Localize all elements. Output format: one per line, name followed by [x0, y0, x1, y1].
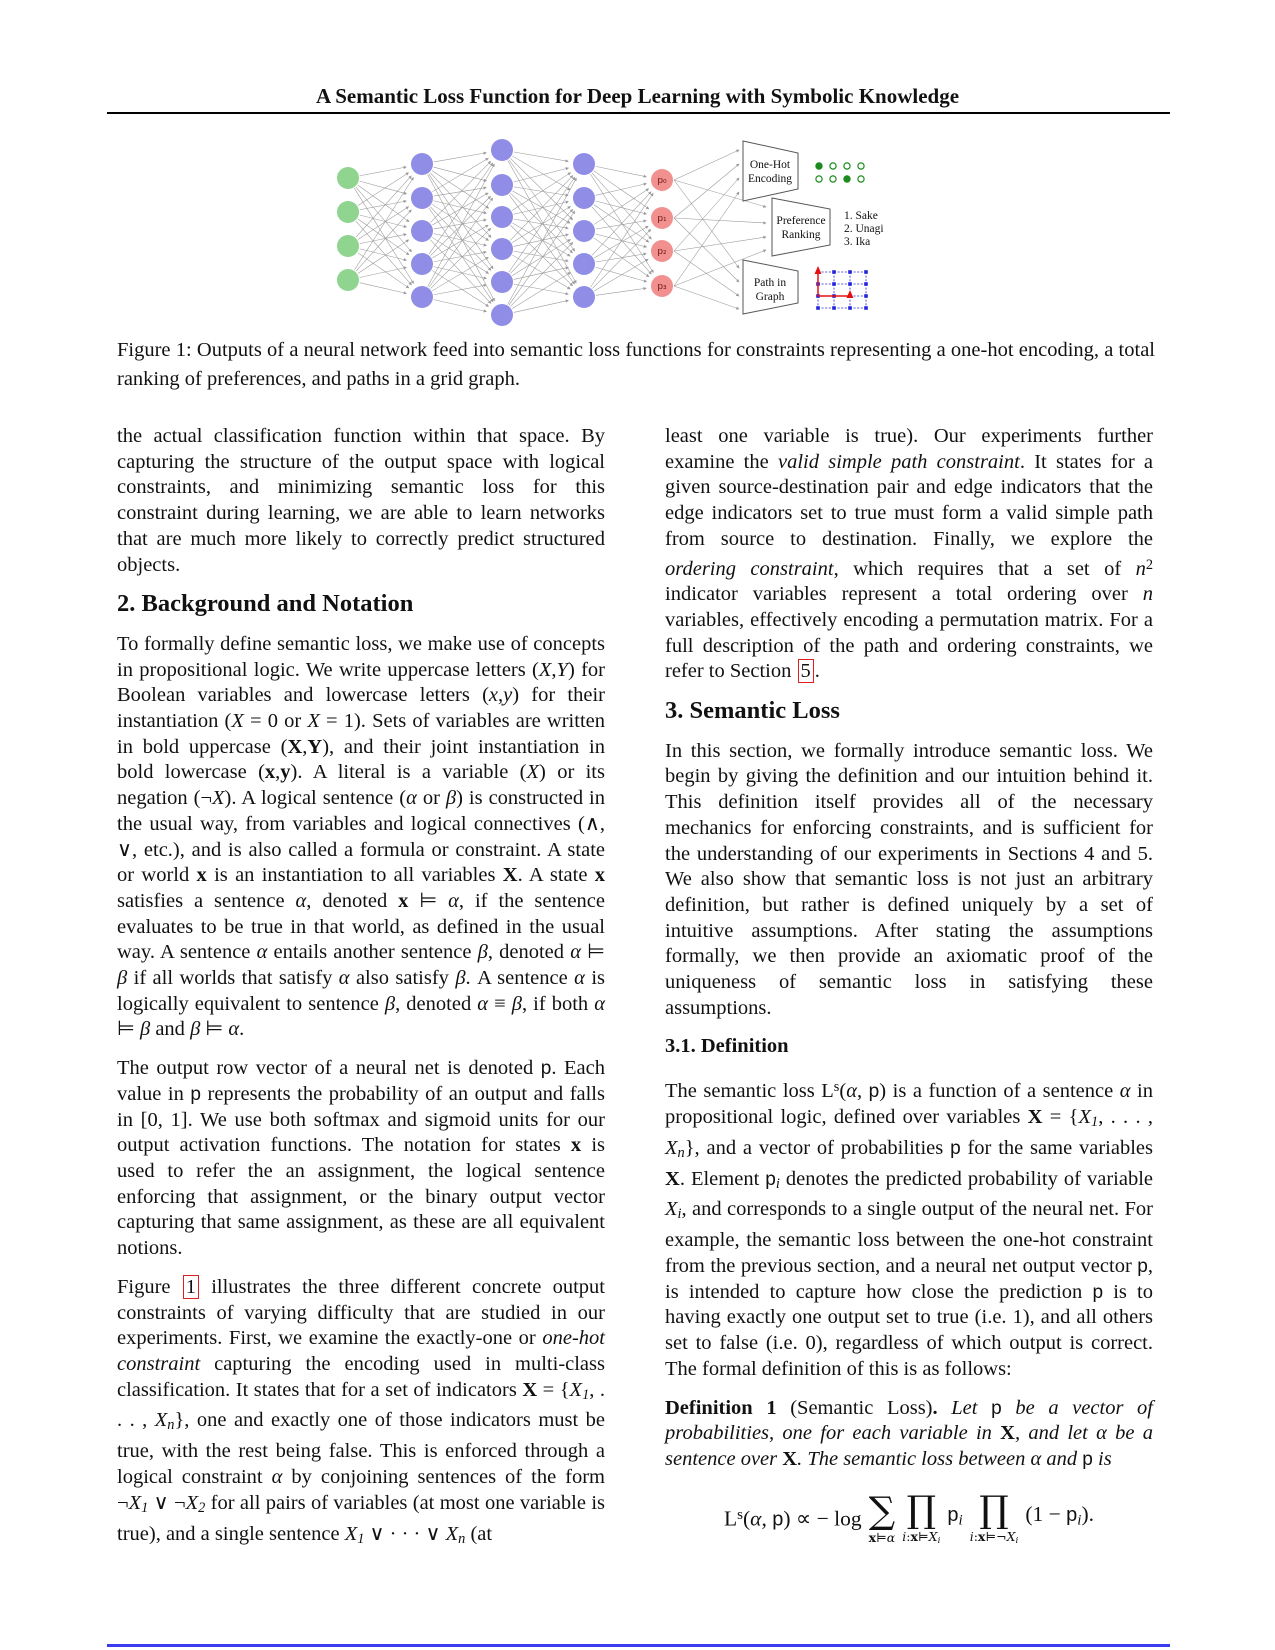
one-hot-box-label-line2: Encoding	[747, 173, 793, 185]
path-box-label-line1: Path in	[753, 277, 787, 289]
product-1-symbol: ∏	[906, 1487, 937, 1531]
figure-reference-paragraph: Figure 1 illustrates the three different concrete output constraints of varying difficulty that are studied in our experiments. First, we examine the exactly-one or one-hot constraint capturing the encoding used in multi-class classification. It states that for a set of indicators X = {X1, . . . , Xn}, one and exactly one of those indicators must be true, with the rest being false. This is enforced through a logical constraint α by conjoining sentences of the form ¬X1 ∨ ¬X2 for all pairs of variables (at most one variable is true), and a single sentence X1 ∨ · · · ∨ Xn (at	[117, 1275, 606, 1547]
one-hot-box-label-line1: One-Hot	[749, 159, 791, 171]
bottom-blue-rule	[107, 1644, 1170, 1647]
semantic-loss-equation	[665, 1487, 1153, 1546]
background-paragraph: To formally define semantic loss, we make use of concepts in propositional logic. We write uppercase letters (X,Y) for Boolean variables and lowercase letters (x,y) for their instantiation (X = 0 or X = 1). Sets of variables are written in bold uppercase (X,Y), and their joint instantiation in bold lowercase (x,y). A literal is a variable (X) or its negation (¬X). A logical sentence (α or β) is constructed in the usual way, from variables and logical connectives (∧, ∨, etc.), and is also called a formula or constraint. A state or world x is an instantiation to all variables X. A state x satisfies a sentence α, denoted x ⊨ α, if the sentence evaluates to be true in that world, as defined in the usual way. A sentence α entails another sentence β, denoted α ⊨ β if all worlds that satisfy α also satisfy β. A sentence α is logically equivalent to sentence β, denoted α ≡ β, if both α ⊨ β and β ⊨ α.	[117, 632, 606, 1041]
neural-network	[337, 139, 766, 326]
preference-item-1: 1. Sake	[844, 210, 878, 222]
left-column	[117, 424, 605, 1565]
paragraph-continuation: the actual classification function within that space. By capturing the structure of the output space with logical constraints, and minimizing semantic loss for this constraint during learning, we are able to learn networks that are much more likely to correctly predict structured objects.	[117, 425, 605, 576]
grid-graph-output	[815, 266, 868, 310]
section-3-heading: 3. Semantic Loss	[665, 697, 840, 725]
product-2-symbol: ∏	[979, 1487, 1009, 1531]
preference-output-list	[844, 210, 884, 248]
definition-1: Definition 1 (Semantic Loss). Let p be a vector of probabilities, one for each variable in X, and let α be a sentence over X. The semantic loss between α and p is	[665, 1396, 1153, 1470]
figure-1	[330, 128, 890, 328]
reference-link[interactable]: 1	[183, 1275, 199, 1299]
product-operator-1	[902, 1487, 941, 1546]
section-2-heading: 2. Background and Notation	[117, 590, 414, 618]
definition-intro-paragraph: The semantic loss $L^s(\alpha$, p) is a function of a sentence α in propositional logic, defined over variables X = {X1, . . . , Xn}, and a vector of probabilities p for the same variables X. Element pi denotes the predicted probability of variable Xi, and corresponds to a single output of the neural net. For example, the semantic loss between the one-hot constraint from the previous section, and a neural net output vector p, is intended to capture how close the prediction p is to having exactly one output set to true (i.e. 1), and all others set to false (i.e. 0), regardless of which output is correct. The formal definition of this is as follows:	[665, 1079, 1154, 1380]
preference-ranking-box	[772, 198, 830, 256]
svg-text:p₀: p₀	[657, 176, 667, 187]
header-rule	[107, 112, 1170, 114]
sum-subscript: x⊨α	[868, 1529, 896, 1545]
path-box-label-line2: Graph	[755, 291, 785, 303]
sum-symbol: ∑	[868, 1488, 896, 1532]
equation-term-2: (1 − pi).	[1025, 1502, 1094, 1529]
svg-text:p₁: p₁	[657, 214, 667, 225]
equation-lhs: $L^s(\alpha$, p) ∝ − log	[724, 1506, 862, 1531]
one-hot-output-dots	[816, 163, 864, 182]
product-1-subscript: i:x⊨Xi	[902, 1528, 941, 1546]
product-operator-2	[969, 1487, 1019, 1546]
output-vector-paragraph: The output row vector of a neural net is denoted p. Each value in p represents the probability of an output and falls in [0, 1]. We use both softmax and sigmoid units for our output activation functions. The notation for states x is used to refer the an assignment, the logical sentence enforcing that assignment, or the binary output vector capturing that same assignment, as these are all equivalent notions.	[117, 1057, 605, 1260]
preference-box-label-line1: Preference	[776, 215, 826, 227]
reference-link[interactable]: 5	[798, 659, 814, 683]
product-2-subscript: i:x⊨¬Xi	[969, 1528, 1019, 1546]
equation-term-1: pi	[947, 1504, 963, 1529]
figure-1-caption: Figure 1: Outputs of a neural network feed into semantic loss functions for constraints representing a one-hot encoding, a total ranking of preferences, and paths in a grid graph.	[117, 339, 1155, 390]
preference-box-label-line2: Ranking	[781, 229, 821, 241]
figure-1-canvas	[330, 128, 890, 328]
svg-text:p₃: p₃	[657, 282, 667, 293]
constraints-paragraph: least one variable is true). Our experiments further examine the valid simple path constraint. It states for a given source-destination pair and edge indicators that the edge indicators set to true must form a valid simple path from source to destination. Finally, we explore the ordering constraint, which requires that a set of $n^2$ indicator variables represent a total ordering over n variables, effectively encoding a permutation matrix. For a full description of the path and ordering constraints, we refer to Section 5 .	[665, 425, 1154, 683]
section-3-1-heading: 3.1. Definition	[665, 1035, 789, 1058]
right-column	[665, 424, 1153, 1545]
preference-item-2: 2. Unagi	[844, 223, 884, 235]
semantic-loss-intro-paragraph: In this section, we formally introduce semantic loss. We begin by giving the definition and our intuition behind it. This definition itself provides all of the necessary mechanics for enforcing constraints, and is sufficient for the understanding of our experiments in Sections 4 and 5. We also show that semantic loss is not just an arbitrary definition, but rather is defined uniquely by a set of intuitive assumptions. After stating the assumptions formally, we then provide an axiomatic proof of the uniqueness of semantic loss in satisfying these assumptions.	[665, 739, 1153, 1019]
one-hot-encoding-box	[743, 141, 798, 201]
sum-operator	[868, 1488, 896, 1545]
running-title: A Semantic Loss Function for Deep Learning with Symbolic Knowledge	[315, 84, 960, 108]
preference-item-3: 3. Ika	[844, 236, 871, 248]
svg-text:p₂: p₂	[657, 247, 667, 258]
